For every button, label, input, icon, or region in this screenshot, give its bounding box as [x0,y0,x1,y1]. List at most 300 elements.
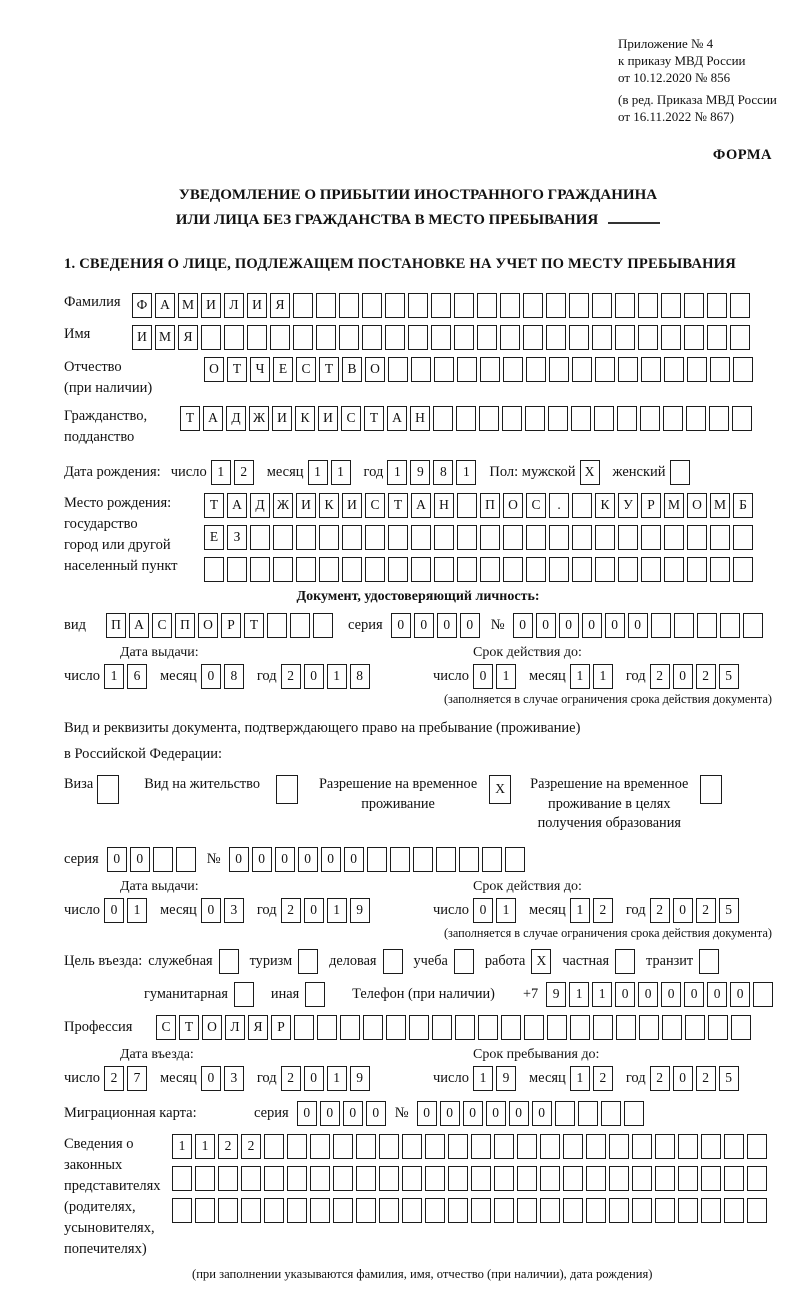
birth-place-cell[interactable] [733,557,753,582]
representatives-cell[interactable] [701,1166,721,1191]
surname-cell[interactable] [569,293,589,318]
representatives-cell[interactable] [747,1166,767,1191]
migration-number-cell[interactable] [555,1101,575,1126]
birth-place-cell[interactable]: Т [204,493,224,518]
citizenship-cell[interactable] [525,406,545,431]
purpose-checkbox-cell[interactable]: X [531,949,551,974]
birth-place-cell[interactable]: Р [641,493,661,518]
citizenship-cell[interactable] [433,406,453,431]
representatives-cell[interactable] [471,1198,491,1223]
residence-issue-year-cell[interactable]: 9 [350,898,370,923]
representatives-cell[interactable] [264,1166,284,1191]
profession-cell[interactable] [363,1015,383,1040]
entry-year-cell[interactable]: 1 [327,1066,347,1091]
birth-place-cell[interactable]: И [296,493,316,518]
representatives-cell[interactable] [494,1134,514,1159]
birth-place-cell[interactable] [595,557,615,582]
identity-number-cell[interactable] [720,613,740,638]
residence-valid-year-cell[interactable]: 5 [719,898,739,923]
birth-place-cell[interactable] [365,557,385,582]
birth-place-cell[interactable] [227,557,247,582]
residence-number-cell[interactable] [459,847,479,872]
citizenship-cell[interactable]: Т [180,406,200,431]
representatives-cell[interactable] [609,1166,629,1191]
residence-issue-month-cell[interactable]: 3 [224,898,244,923]
representatives-cell[interactable] [195,1198,215,1223]
identity-kind-cell[interactable] [313,613,333,638]
birth-place-cell[interactable] [342,557,362,582]
identity-valid-year-cell[interactable]: 2 [650,664,670,689]
surname-cell[interactable] [615,293,635,318]
residence-number-cell[interactable] [413,847,433,872]
identity-issue-month-cell[interactable]: 8 [224,664,244,689]
representatives-cell[interactable] [540,1134,560,1159]
profession-cell[interactable] [731,1015,751,1040]
profession-cell[interactable] [708,1015,728,1040]
birth-place-cell[interactable] [296,525,316,550]
birth-place-cell[interactable]: . [549,493,569,518]
identity-issue-year-cell[interactable]: 2 [281,664,301,689]
patronymic-cell[interactable] [480,357,500,382]
birth-place-cell[interactable] [296,557,316,582]
migration-series-cell[interactable]: 0 [343,1101,363,1126]
profession-cell[interactable] [547,1015,567,1040]
birth-year-cell[interactable]: 9 [410,460,430,485]
patronymic-cell[interactable]: О [365,357,385,382]
phone-cell[interactable]: 0 [615,982,635,1007]
birth-place-cell[interactable]: К [595,493,615,518]
representatives-cell[interactable] [517,1166,537,1191]
surname-cell[interactable] [500,293,520,318]
surname-cell[interactable] [316,293,336,318]
birth-place-cell[interactable] [273,525,293,550]
migration-number-cell[interactable]: 0 [509,1101,529,1126]
surname-cell[interactable]: Л [224,293,244,318]
citizenship-cell[interactable] [571,406,591,431]
entry-year-cell[interactable]: 0 [304,1066,324,1091]
identity-valid-month-cell[interactable]: 1 [570,664,590,689]
title-blank-line[interactable] [608,208,660,224]
birth-place-cell[interactable]: А [227,493,247,518]
stay-day-cell[interactable]: 1 [473,1066,493,1091]
identity-series-cell[interactable]: 0 [460,613,480,638]
residence-issue-year-cell[interactable]: 1 [327,898,347,923]
representatives-cell[interactable] [517,1134,537,1159]
name-cell[interactable] [546,325,566,350]
identity-series-cell[interactable]: 0 [391,613,411,638]
identity-valid-year-cell[interactable]: 2 [696,664,716,689]
patronymic-cell[interactable] [549,357,569,382]
patronymic-cell[interactable] [572,357,592,382]
migration-number-cell[interactable]: 0 [486,1101,506,1126]
identity-number-cell[interactable]: 0 [536,613,556,638]
representatives-cell[interactable] [356,1134,376,1159]
name-cell[interactable] [339,325,359,350]
birth-place-cell[interactable] [733,525,753,550]
profession-cell[interactable]: С [156,1015,176,1040]
representatives-cell[interactable] [632,1166,652,1191]
residence-valid-day-cell[interactable]: 1 [496,898,516,923]
representatives-cell[interactable] [655,1166,675,1191]
residence-number-cell[interactable] [436,847,456,872]
representatives-cell[interactable] [425,1134,445,1159]
identity-kind-cell[interactable] [267,613,287,638]
birth-place-cell[interactable] [572,557,592,582]
birth-place-cell[interactable]: П [480,493,500,518]
residence-valid-month-cell[interactable]: 1 [570,898,590,923]
representatives-cell[interactable] [448,1198,468,1223]
birth-place-cell[interactable] [434,557,454,582]
residence-valid-month-cell[interactable]: 2 [593,898,613,923]
birth-place-cell[interactable] [710,525,730,550]
phone-cell[interactable]: 0 [730,982,750,1007]
surname-cell[interactable] [546,293,566,318]
representatives-cell[interactable] [333,1134,353,1159]
representatives-cell[interactable] [448,1134,468,1159]
identity-number-cell[interactable]: 0 [628,613,648,638]
profession-cell[interactable] [294,1015,314,1040]
name-cell[interactable] [500,325,520,350]
birth-place-cell[interactable]: Т [388,493,408,518]
birth-place-cell[interactable] [549,557,569,582]
birth-place-cell[interactable] [572,493,592,518]
patronymic-cell[interactable]: О [204,357,224,382]
citizenship-cell[interactable] [548,406,568,431]
profession-cell[interactable] [662,1015,682,1040]
name-cell[interactable] [523,325,543,350]
birth-place-cell[interactable] [549,525,569,550]
surname-cell[interactable] [362,293,382,318]
surname-cell[interactable] [339,293,359,318]
name-cell[interactable] [477,325,497,350]
identity-number-cell[interactable] [651,613,671,638]
representatives-cell[interactable] [586,1198,606,1223]
profession-cell[interactable] [616,1015,636,1040]
birth-place-cell[interactable]: И [342,493,362,518]
patronymic-cell[interactable] [595,357,615,382]
birth-year-cell[interactable]: 1 [387,460,407,485]
representatives-cell[interactable]: 2 [218,1134,238,1159]
birth-place-cell[interactable] [388,525,408,550]
birth-month-cell[interactable]: 1 [331,460,351,485]
migration-number-cell[interactable] [601,1101,621,1126]
residence-number-cell[interactable]: 0 [275,847,295,872]
purpose-checkbox-cell[interactable] [454,949,474,974]
representatives-cell[interactable] [724,1166,744,1191]
surname-cell[interactable]: Ф [132,293,152,318]
representatives-cell[interactable] [563,1198,583,1223]
profession-cell[interactable] [639,1015,659,1040]
representatives-cell[interactable] [195,1166,215,1191]
identity-kind-cell[interactable]: Т [244,613,264,638]
representatives-cell[interactable] [701,1198,721,1223]
birth-place-cell[interactable] [319,525,339,550]
entry-day-cell[interactable]: 7 [127,1066,147,1091]
representatives-cell[interactable] [264,1198,284,1223]
identity-issue-year-cell[interactable]: 8 [350,664,370,689]
stay-year-cell[interactable]: 2 [696,1066,716,1091]
profession-cell[interactable] [386,1015,406,1040]
name-cell[interactable]: М [155,325,175,350]
patronymic-cell[interactable] [664,357,684,382]
representatives-cell[interactable] [471,1134,491,1159]
identity-issue-day-cell[interactable]: 1 [104,664,124,689]
identity-kind-cell[interactable]: Р [221,613,241,638]
birth-place-cell[interactable] [250,525,270,550]
name-cell[interactable] [638,325,658,350]
patronymic-cell[interactable] [388,357,408,382]
representatives-cell[interactable] [287,1198,307,1223]
profession-cell[interactable] [501,1015,521,1040]
migration-series-cell[interactable]: 0 [297,1101,317,1126]
citizenship-cell[interactable] [686,406,706,431]
purpose-checkbox-cell[interactable] [234,982,254,1007]
representatives-cell[interactable] [287,1166,307,1191]
birth-place-cell[interactable] [641,525,661,550]
name-cell[interactable] [270,325,290,350]
name-cell[interactable]: Я [178,325,198,350]
representatives-cell[interactable] [310,1166,330,1191]
birth-place-cell[interactable]: М [664,493,684,518]
representatives-cell[interactable] [563,1134,583,1159]
citizenship-cell[interactable] [640,406,660,431]
residence-issue-year-cell[interactable]: 2 [281,898,301,923]
migration-number-cell[interactable] [578,1101,598,1126]
stay-day-cell[interactable]: 9 [496,1066,516,1091]
residence-number-cell[interactable]: 0 [344,847,364,872]
stay-month-cell[interactable]: 2 [593,1066,613,1091]
citizenship-cell[interactable] [617,406,637,431]
birth-place-cell[interactable] [365,525,385,550]
patronymic-cell[interactable] [618,357,638,382]
representatives-cell[interactable] [241,1198,261,1223]
profession-cell[interactable]: Р [271,1015,291,1040]
purpose-checkbox-cell[interactable] [305,982,325,1007]
stay-year-cell[interactable]: 0 [673,1066,693,1091]
citizenship-cell[interactable]: Ж [249,406,269,431]
surname-cell[interactable] [638,293,658,318]
birth-place-cell[interactable]: Н [434,493,454,518]
surname-cell[interactable] [661,293,681,318]
birth-place-cell[interactable] [526,557,546,582]
birth-place-cell[interactable]: З [227,525,247,550]
identity-issue-day-cell[interactable]: 6 [127,664,147,689]
profession-cell[interactable]: Я [248,1015,268,1040]
patronymic-cell[interactable] [710,357,730,382]
stay-year-cell[interactable]: 5 [719,1066,739,1091]
representatives-cell[interactable] [241,1166,261,1191]
citizenship-cell[interactable]: Д [226,406,246,431]
profession-cell[interactable] [340,1015,360,1040]
citizenship-cell[interactable]: К [295,406,315,431]
representatives-cell[interactable] [356,1166,376,1191]
profession-cell[interactable] [593,1015,613,1040]
representatives-cell[interactable] [425,1198,445,1223]
purpose-checkbox-cell[interactable] [219,949,239,974]
identity-kind-cell[interactable]: О [198,613,218,638]
surname-cell[interactable]: И [247,293,267,318]
surname-cell[interactable] [684,293,704,318]
surname-cell[interactable] [730,293,750,318]
residence-series-cell[interactable]: 0 [130,847,150,872]
patronymic-cell[interactable] [733,357,753,382]
residence-number-cell[interactable] [390,847,410,872]
purpose-checkbox-cell[interactable] [699,949,719,974]
name-cell[interactable] [385,325,405,350]
identity-valid-day-cell[interactable]: 1 [496,664,516,689]
birth-day-cell[interactable]: 1 [211,460,231,485]
surname-cell[interactable] [431,293,451,318]
surname-cell[interactable]: А [155,293,175,318]
name-cell[interactable] [431,325,451,350]
representatives-cell[interactable] [218,1198,238,1223]
patronymic-cell[interactable] [641,357,661,382]
patronymic-cell[interactable]: С [296,357,316,382]
residence-number-cell[interactable]: 0 [298,847,318,872]
birth-place-cell[interactable] [503,525,523,550]
identity-number-cell[interactable]: 0 [513,613,533,638]
citizenship-cell[interactable] [479,406,499,431]
residence-permit-checkbox-cell[interactable] [276,775,298,804]
representatives-cell[interactable] [356,1198,376,1223]
residence-issue-year-cell[interactable]: 0 [304,898,324,923]
surname-cell[interactable]: М [178,293,198,318]
representatives-cell[interactable] [310,1134,330,1159]
patronymic-cell[interactable] [434,357,454,382]
profession-cell[interactable]: Л [225,1015,245,1040]
representatives-cell[interactable] [632,1134,652,1159]
name-cell[interactable] [592,325,612,350]
citizenship-cell[interactable]: Т [364,406,384,431]
representatives-cell[interactable]: 2 [241,1134,261,1159]
patronymic-cell[interactable] [687,357,707,382]
name-cell[interactable] [730,325,750,350]
name-cell[interactable]: И [132,325,152,350]
patronymic-cell[interactable]: Ч [250,357,270,382]
representatives-cell[interactable] [678,1198,698,1223]
birth-place-cell[interactable] [319,557,339,582]
profession-cell[interactable] [524,1015,544,1040]
birth-place-cell[interactable]: С [526,493,546,518]
profession-cell[interactable] [685,1015,705,1040]
identity-kind-cell[interactable]: С [152,613,172,638]
citizenship-cell[interactable]: А [387,406,407,431]
representatives-cell[interactable] [586,1134,606,1159]
patronymic-cell[interactable] [457,357,477,382]
representatives-cell[interactable] [632,1198,652,1223]
residence-series-cell[interactable] [176,847,196,872]
birth-place-cell[interactable] [457,525,477,550]
name-cell[interactable] [293,325,313,350]
identity-issue-year-cell[interactable]: 1 [327,664,347,689]
identity-series-cell[interactable]: 0 [437,613,457,638]
birth-place-cell[interactable] [664,525,684,550]
profession-cell[interactable] [317,1015,337,1040]
birth-place-cell[interactable] [526,525,546,550]
birth-place-cell[interactable] [641,557,661,582]
purpose-checkbox-cell[interactable] [298,949,318,974]
birth-place-cell[interactable] [503,557,523,582]
migration-number-cell[interactable] [624,1101,644,1126]
name-cell[interactable] [615,325,635,350]
profession-cell[interactable]: Т [179,1015,199,1040]
edu-residence-checkbox-cell[interactable] [700,775,722,804]
identity-issue-month-cell[interactable]: 0 [201,664,221,689]
phone-cell[interactable]: 0 [707,982,727,1007]
representatives-cell[interactable] [471,1166,491,1191]
migration-series-cell[interactable]: 0 [366,1101,386,1126]
representatives-cell[interactable] [655,1198,675,1223]
name-cell[interactable] [362,325,382,350]
name-cell[interactable] [661,325,681,350]
phone-cell[interactable]: 0 [684,982,704,1007]
representatives-cell[interactable] [264,1134,284,1159]
phone-cell[interactable] [753,982,773,1007]
identity-kind-cell[interactable]: П [106,613,126,638]
patronymic-cell[interactable] [503,357,523,382]
surname-cell[interactable] [408,293,428,318]
residence-number-cell[interactable] [367,847,387,872]
name-cell[interactable] [247,325,267,350]
birth-place-cell[interactable] [457,493,477,518]
residence-valid-year-cell[interactable]: 2 [650,898,670,923]
birth-place-cell[interactable] [480,557,500,582]
phone-cell[interactable]: 1 [569,982,589,1007]
surname-cell[interactable]: И [201,293,221,318]
birth-place-cell[interactable]: О [687,493,707,518]
birth-place-cell[interactable] [273,557,293,582]
name-cell[interactable] [316,325,336,350]
name-cell[interactable] [408,325,428,350]
profession-cell[interactable] [570,1015,590,1040]
birth-place-cell[interactable]: Б [733,493,753,518]
residence-number-cell[interactable]: 0 [229,847,249,872]
identity-valid-month-cell[interactable]: 1 [593,664,613,689]
residence-series-cell[interactable]: 0 [107,847,127,872]
name-cell[interactable] [201,325,221,350]
patronymic-cell[interactable]: В [342,357,362,382]
citizenship-cell[interactable]: И [272,406,292,431]
representatives-cell[interactable] [218,1166,238,1191]
stay-year-cell[interactable]: 2 [650,1066,670,1091]
representatives-cell[interactable] [540,1166,560,1191]
birth-place-cell[interactable] [710,557,730,582]
representatives-cell[interactable] [333,1166,353,1191]
stay-month-cell[interactable]: 1 [570,1066,590,1091]
residence-issue-day-cell[interactable]: 1 [127,898,147,923]
birth-place-cell[interactable] [480,525,500,550]
surname-cell[interactable] [454,293,474,318]
birth-place-cell[interactable] [342,525,362,550]
identity-number-cell[interactable] [743,613,763,638]
representatives-cell[interactable] [609,1134,629,1159]
identity-kind-cell[interactable]: П [175,613,195,638]
representatives-cell[interactable] [448,1166,468,1191]
patronymic-cell[interactable]: Т [227,357,247,382]
purpose-checkbox-cell[interactable] [615,949,635,974]
profession-cell[interactable] [432,1015,452,1040]
visa-checkbox-cell[interactable] [97,775,119,804]
birth-place-cell[interactable] [664,557,684,582]
representatives-cell[interactable] [172,1198,192,1223]
migration-series-cell[interactable]: 0 [320,1101,340,1126]
representatives-cell[interactable] [678,1134,698,1159]
name-cell[interactable] [569,325,589,350]
citizenship-cell[interactable]: И [318,406,338,431]
representatives-cell[interactable] [678,1166,698,1191]
residence-valid-year-cell[interactable]: 2 [696,898,716,923]
representatives-cell[interactable] [172,1166,192,1191]
